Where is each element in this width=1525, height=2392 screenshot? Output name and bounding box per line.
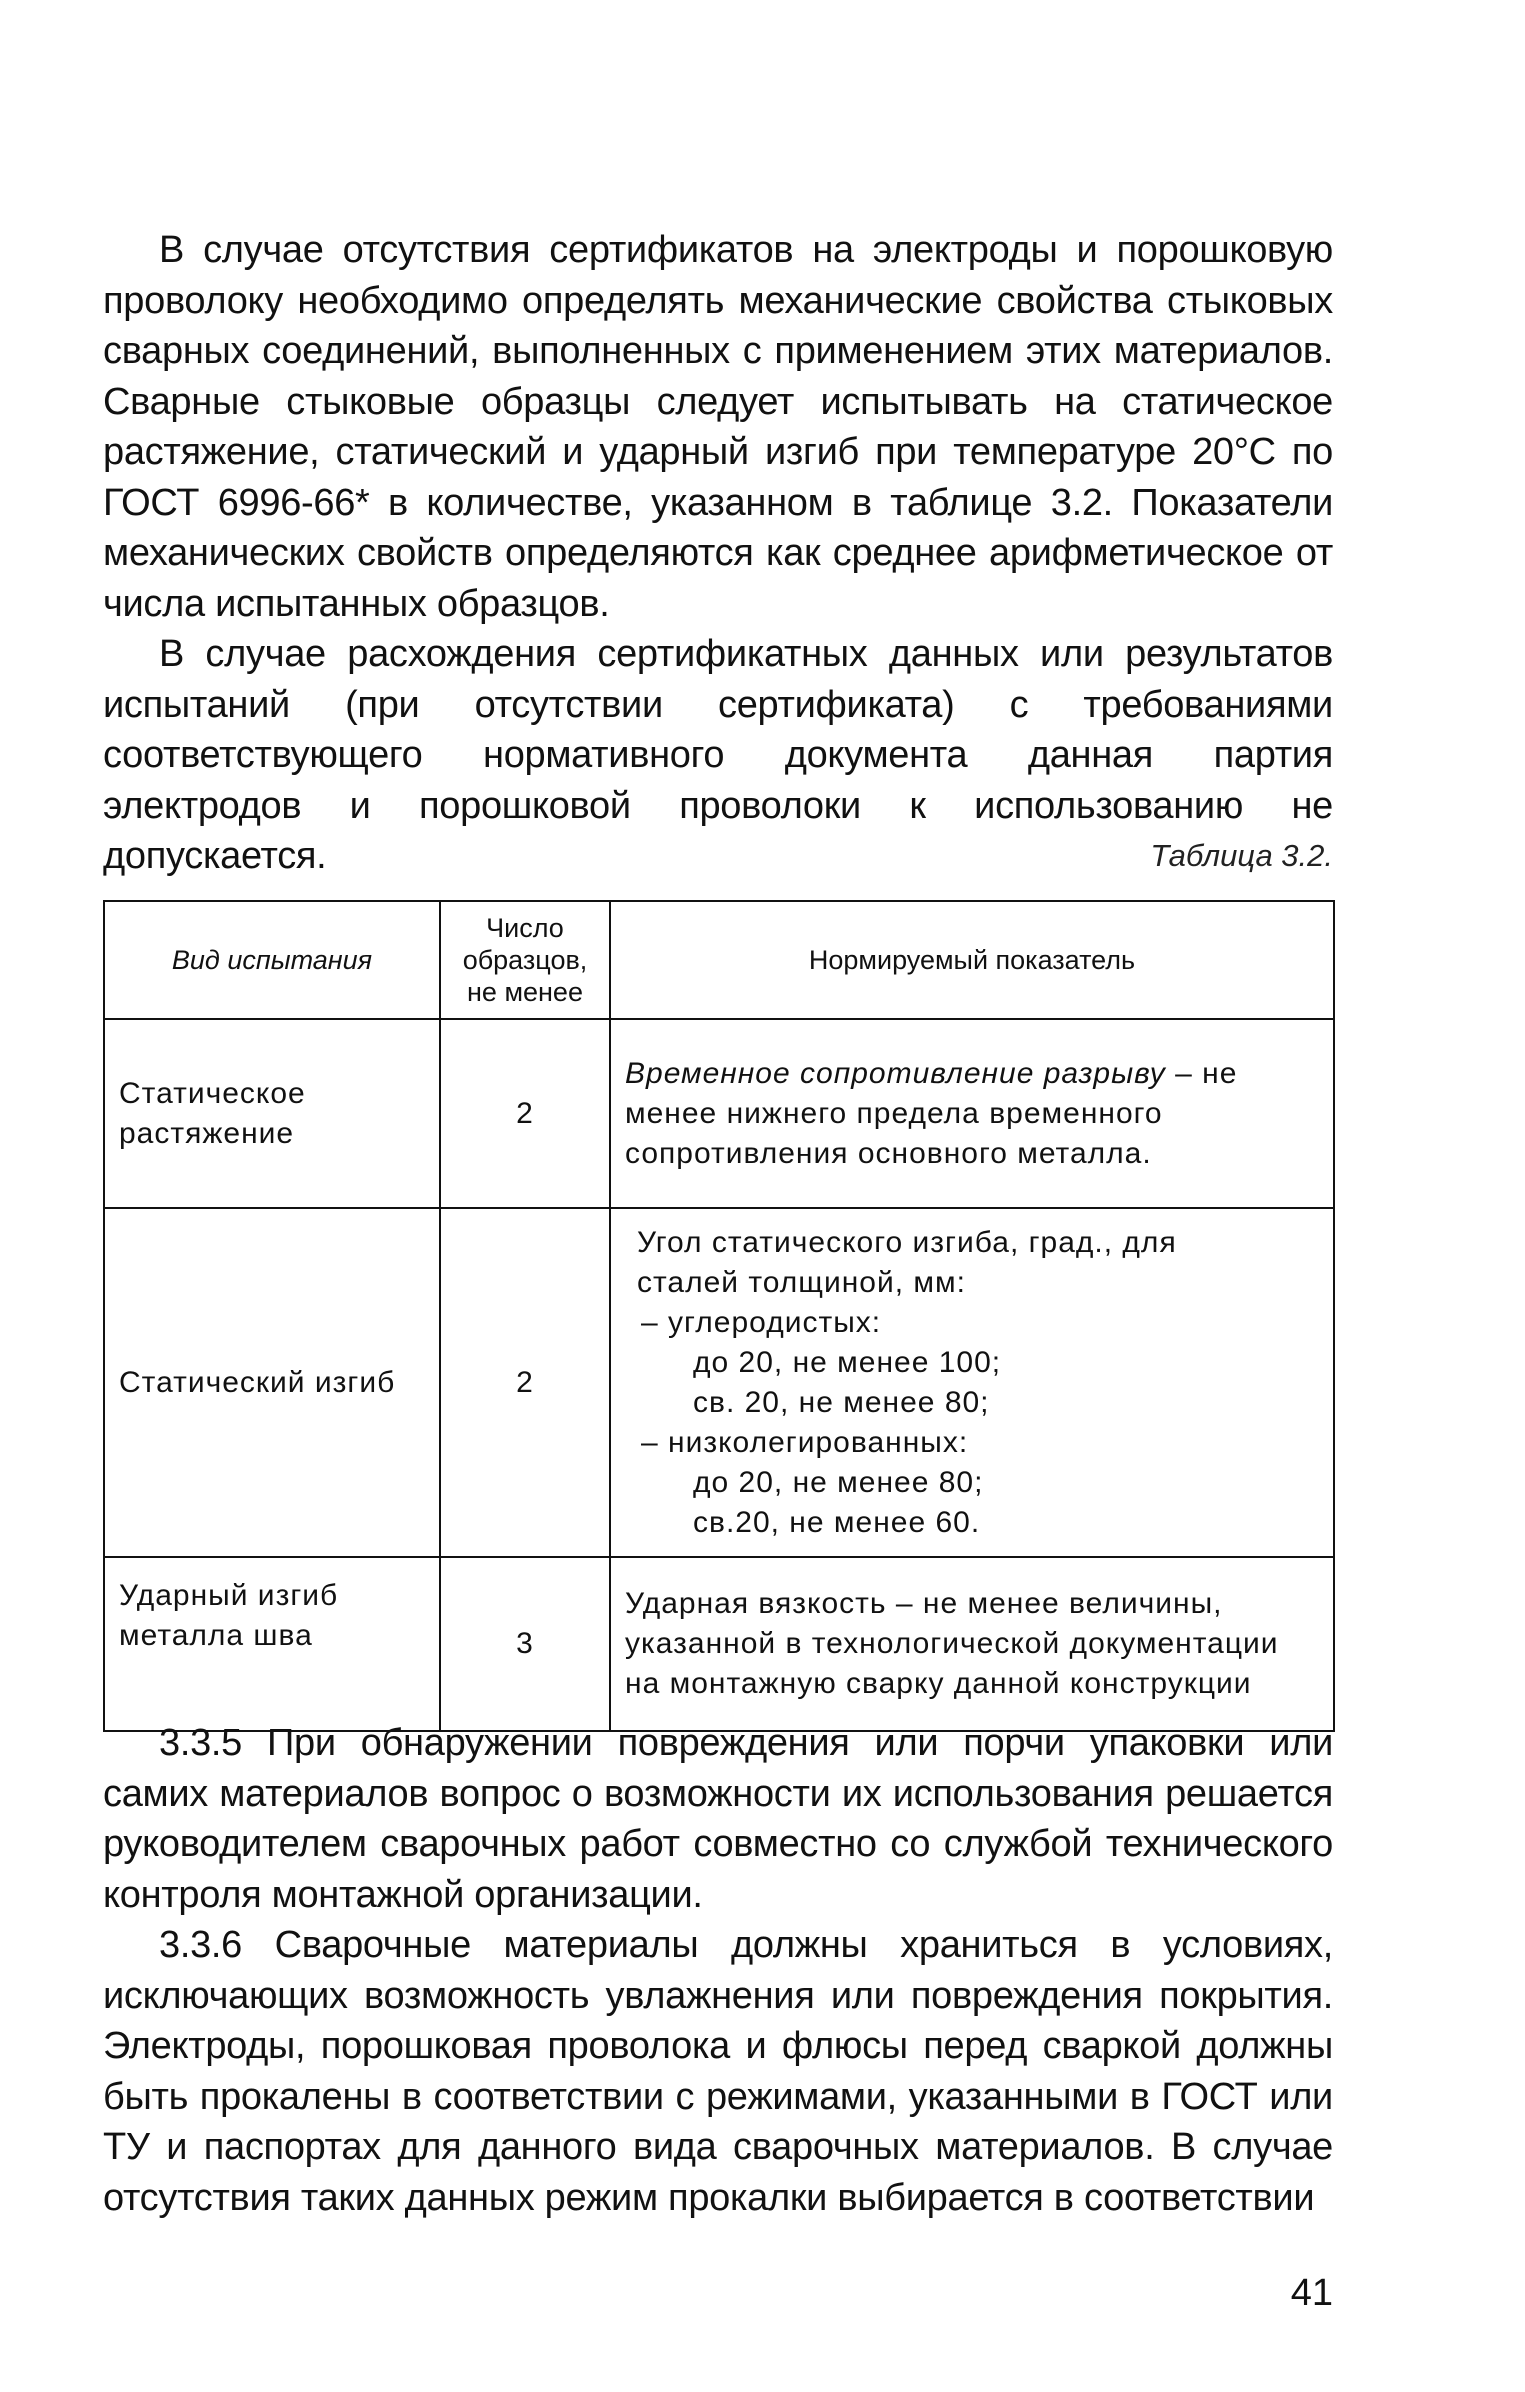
cell-line: указанной в технологической документации — [625, 1627, 1279, 1660]
cell-norm — [610, 1019, 1334, 1208]
header-test-type: Вид испытания — [104, 901, 440, 1019]
cell-norm — [610, 1208, 1334, 1557]
cell-test-type — [104, 1019, 440, 1208]
cell-italic-text: Временное сопротивление разрыву — [625, 1056, 1166, 1090]
test-requirements-table — [103, 900, 1335, 1732]
paragraph-3-3-6: 3.3.6 Сварочные материалы должны храниться в условиях, исключающих возможность увлажнения или повреждения покрытия. Электроды, порошковая проволока и флюсы перед сваркой должны быть прокалены в соответствии с режимами, указанными в ГОСТ или ТУ и паспортах для данного вида сварочных материалов. В случае отсутствия таких данных режим прокалки выбирается в соответствии — [103, 1924, 1333, 2219]
table-row — [104, 1019, 1334, 1208]
cell-line: металла шва — [119, 1619, 313, 1652]
cell-line: на монтажную сварку данной конструкции — [625, 1667, 1252, 1700]
table-row — [104, 1208, 1334, 1557]
page-number: 41 — [1290, 2272, 1333, 2314]
text-block-bottom — [103, 1718, 1333, 2223]
cell-line: менее нижнего предела временного — [625, 1096, 1163, 1130]
table-header-row — [104, 901, 1334, 1019]
norm-group-item: св.20, не менее 60. — [693, 1505, 981, 1539]
cell-line: Ударная вязкость – не менее величины, — [625, 1587, 1223, 1620]
cell-sample-count: 3 — [440, 1557, 610, 1731]
header-norm: Нормируемый показатель — [610, 901, 1334, 1019]
table-row — [104, 1557, 1334, 1731]
cell-sample-count: 2 — [440, 1019, 610, 1208]
table-caption: Таблица 3.2. — [1150, 838, 1333, 873]
norm-group-item: до 20, не менее 80; — [693, 1465, 984, 1499]
header-count-line: образцов, — [462, 945, 588, 975]
cell-test-type — [104, 1208, 440, 1557]
norm-group-item: св. 20, не менее 80; — [693, 1385, 990, 1419]
cell-line: Статический изгиб — [119, 1365, 396, 1399]
paragraph-3-3-5: 3.3.5 При обнаружении повреждения или порчи упаковки или самих материалов вопрос о возможности их использования решается руководителем сварочных работ совместно со службой технического контроля монтажной организации. — [103, 1722, 1333, 1916]
norm-group-item: до 20, не менее 100; — [693, 1345, 1002, 1379]
cell-line: Угол статического изгиба, град., для — [637, 1225, 1177, 1259]
header-count-line: не менее — [467, 977, 583, 1007]
cell-line: растяжение — [119, 1116, 295, 1150]
norm-group-title: – низколегированных: — [641, 1425, 969, 1459]
text-block-top — [103, 225, 1333, 882]
cell-line: Временное сопротивление разрыву – не — [625, 1056, 1238, 1090]
paragraph-certificates-missing: В случае отсутствия сертификатов на электроды и порошковую проволоку необходимо определять механические свойства стыковых сварных соединений, выполненных с применением этих материалов. Сварные стыковые образцы следует испытывать на статическое растяжение, статический и ударный изгиб при температуре 20°С по ГОСТ 6996-66* в количестве, указанном в таблице 3.2. Показатели механических свойств определяются как среднее арифметическое от числа испытанных образцов. — [103, 229, 1333, 625]
cell-test-type — [104, 1557, 440, 1731]
cell-sample-count: 2 — [440, 1208, 610, 1557]
cell-line: Ударный изгиб — [119, 1579, 339, 1612]
paragraph-certificates-mismatch: В случае расхождения сертификатных данных или результатов испытаний (при отсутствии сертификата) с требованиями соответствующего нормативного документа данная партия электродов и порошковой проволоки к использованию не допускается. — [103, 633, 1333, 877]
cell-line: Статическое — [119, 1076, 306, 1110]
cell-norm — [610, 1557, 1334, 1731]
norm-group-title: – углеродистых: — [641, 1305, 882, 1339]
header-sample-count — [440, 901, 610, 1019]
cell-line: сталей толщиной, мм: — [637, 1265, 967, 1299]
cell-line: сопротивления основного металла. — [625, 1136, 1152, 1170]
header-count-line: Число — [486, 913, 564, 943]
